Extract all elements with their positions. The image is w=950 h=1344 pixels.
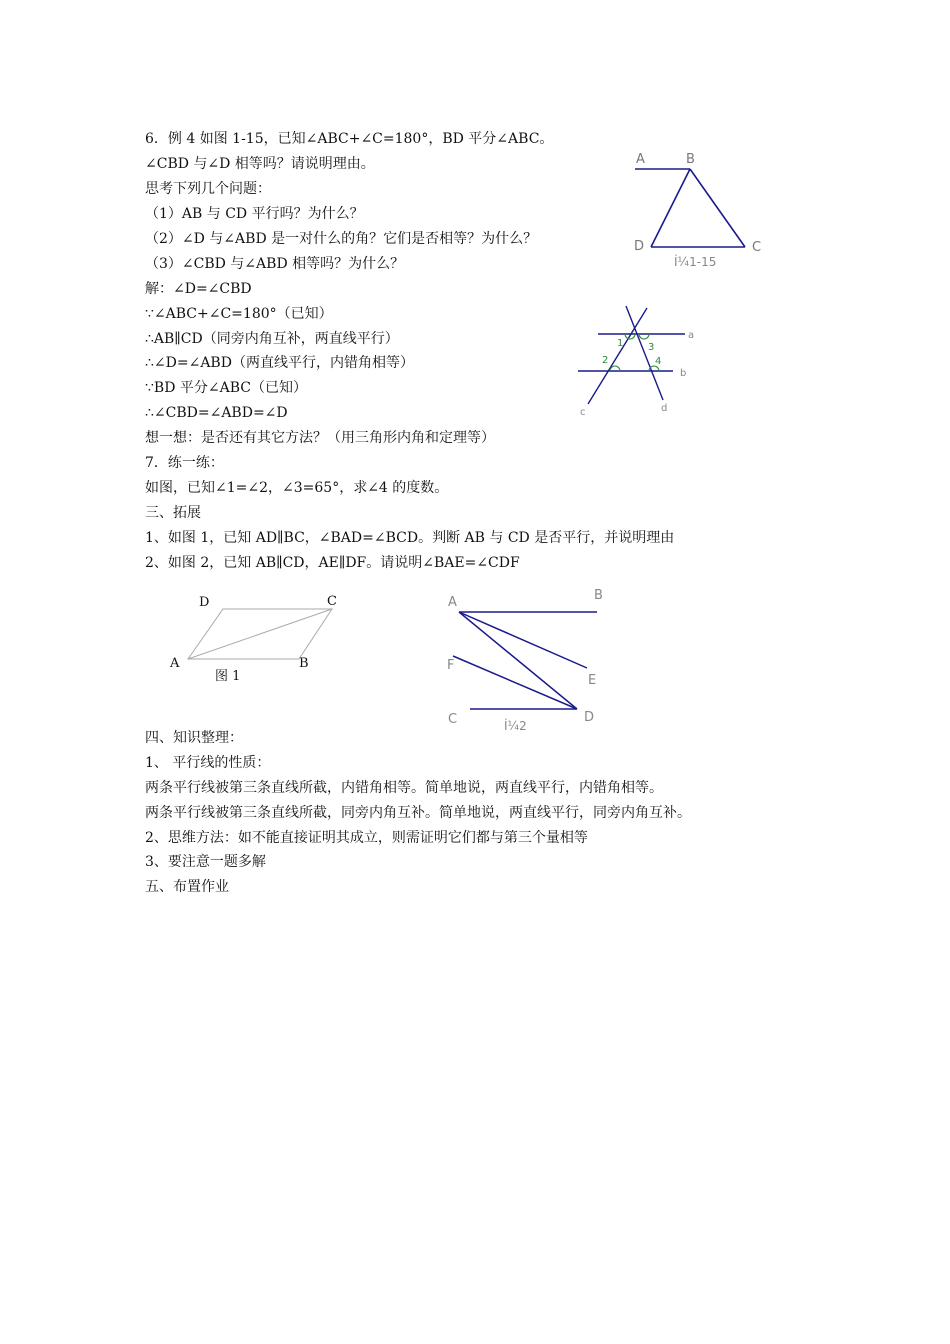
text-line: ∵BD 平分∠ABC（已知）	[145, 380, 307, 396]
text-line: 两条平行线被第三条直线所截，同旁内角互补。简单地说，两直线平行，同旁内角互补。	[145, 805, 691, 821]
label-c: C	[448, 712, 458, 727]
line-label-a: a	[688, 330, 695, 341]
label-b: B	[594, 588, 603, 603]
segment-bd	[651, 169, 690, 247]
angle-arc-3	[639, 334, 649, 339]
text-line: 1、如图 1，已知 AD∥BC，∠BAD=∠BCD。判断 AB 与 CD 是否平行，并说明理由	[145, 530, 675, 546]
text-line: 四、知识整理：	[145, 730, 243, 746]
segment-ad	[459, 612, 577, 709]
label-d: D	[199, 595, 210, 610]
line-label-b: b	[680, 368, 687, 379]
text-line: ∴AB∥CD（同旁内角互补，两直线平行）	[145, 331, 399, 347]
text-line: （2）∠D 与∠ABD 是一对什么的角？它们是否相等？为什么？	[145, 231, 538, 247]
text-line: ∵∠ABC+∠C=180°（已知）	[145, 306, 333, 322]
text-line: ∴∠D=∠ABD（两直线平行，内错角相等）	[145, 355, 414, 371]
angle-label-2: 2	[602, 355, 609, 366]
text-line: 1、 平行线的性质：	[145, 755, 271, 771]
angle-label-1: 1	[617, 338, 624, 349]
label-b: B	[299, 656, 309, 671]
figure-caption: Í¼2	[504, 719, 527, 733]
text-line: 解：∠D=∠CBD	[145, 281, 252, 297]
line-label-c: c	[580, 407, 586, 418]
text-line: 两条平行线被第三条直线所截，内错角相等。简单地说，两直线平行，内错角相等。	[145, 780, 663, 796]
angle-label-3: 3	[648, 342, 655, 353]
label-a: A	[636, 152, 645, 167]
text-line: （1）AB 与 CD 平行吗？为什么？	[145, 206, 364, 222]
angle-label-4: 4	[655, 356, 662, 367]
label-b: B	[686, 152, 695, 167]
text-line: 2、如图 2，已知 AB∥CD，AE∥DF。请说明∠BAE=∠CDF	[145, 555, 520, 571]
label-e: E	[588, 673, 597, 688]
segment-ae	[459, 612, 587, 668]
text-line: 如图，已知∠1=∠2，∠3=65°，求∠4 的度数。	[145, 480, 449, 496]
diagonal-ac	[188, 609, 332, 659]
label-c: C	[327, 594, 337, 609]
text-line: （3）∠CBD 与∠ABD 相等吗？为什么？	[145, 256, 405, 272]
text-line: ∴∠CBD=∠ABD=∠D	[145, 405, 288, 421]
line-c	[588, 308, 647, 404]
line-label-d: d	[661, 403, 668, 414]
label-d: D	[584, 710, 595, 725]
label-a: A	[448, 595, 457, 610]
segment-fd	[453, 656, 577, 709]
text-line: 三、拓展	[145, 505, 201, 521]
label-f: F	[447, 658, 455, 673]
text-line: 3、要注意一题多解	[145, 854, 266, 870]
text-line: 五、布置作业	[145, 879, 229, 895]
segment-bc	[690, 169, 745, 247]
text-line: 2、思维方法：如不能直接证明其成立，则需证明它们都与第三个量相等	[145, 830, 588, 846]
figure-1-15	[625, 145, 775, 270]
angle-arc-2	[610, 366, 620, 371]
label-d: D	[634, 239, 645, 254]
line-d	[626, 306, 663, 400]
text-line: 6．例 4 如图 1-15，已知∠ABC+∠C=180°，BD 平分∠ABC。	[145, 131, 554, 147]
figure-caption: 图 1	[215, 669, 241, 684]
figure-2	[440, 585, 620, 735]
figure-parallel-lines	[570, 300, 710, 422]
figure-caption: Í¼1-15	[674, 255, 717, 269]
text-line: 思考下列几个问题：	[145, 181, 271, 197]
label-a: A	[170, 656, 180, 671]
text-line: 7．练一练：	[145, 455, 224, 471]
text-line: ∠CBD 与∠D 相等吗？请说明理由。	[145, 156, 375, 172]
figure-1	[160, 588, 360, 688]
text-line: 想一想：是否还有其它方法？（用三角形内角和定理等）	[145, 430, 495, 446]
label-c: C	[752, 240, 762, 255]
